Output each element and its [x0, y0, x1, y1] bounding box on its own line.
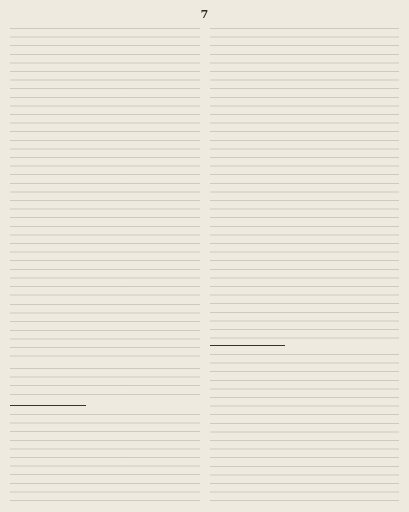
- right-column: [210, 22, 400, 508]
- left-body-text-continued: [10, 362, 200, 402]
- right-body-text: [210, 22, 400, 342]
- footnote-rule: [210, 345, 286, 346]
- right-footnotes: [210, 348, 400, 508]
- left-footnotes: [10, 408, 200, 508]
- verse-quotation: [10, 298, 200, 360]
- page-number: 7: [200, 8, 209, 21]
- left-column: [10, 22, 200, 508]
- footnote-rule: [10, 405, 86, 406]
- left-body-text: [10, 22, 200, 296]
- two-column-body: [10, 22, 399, 508]
